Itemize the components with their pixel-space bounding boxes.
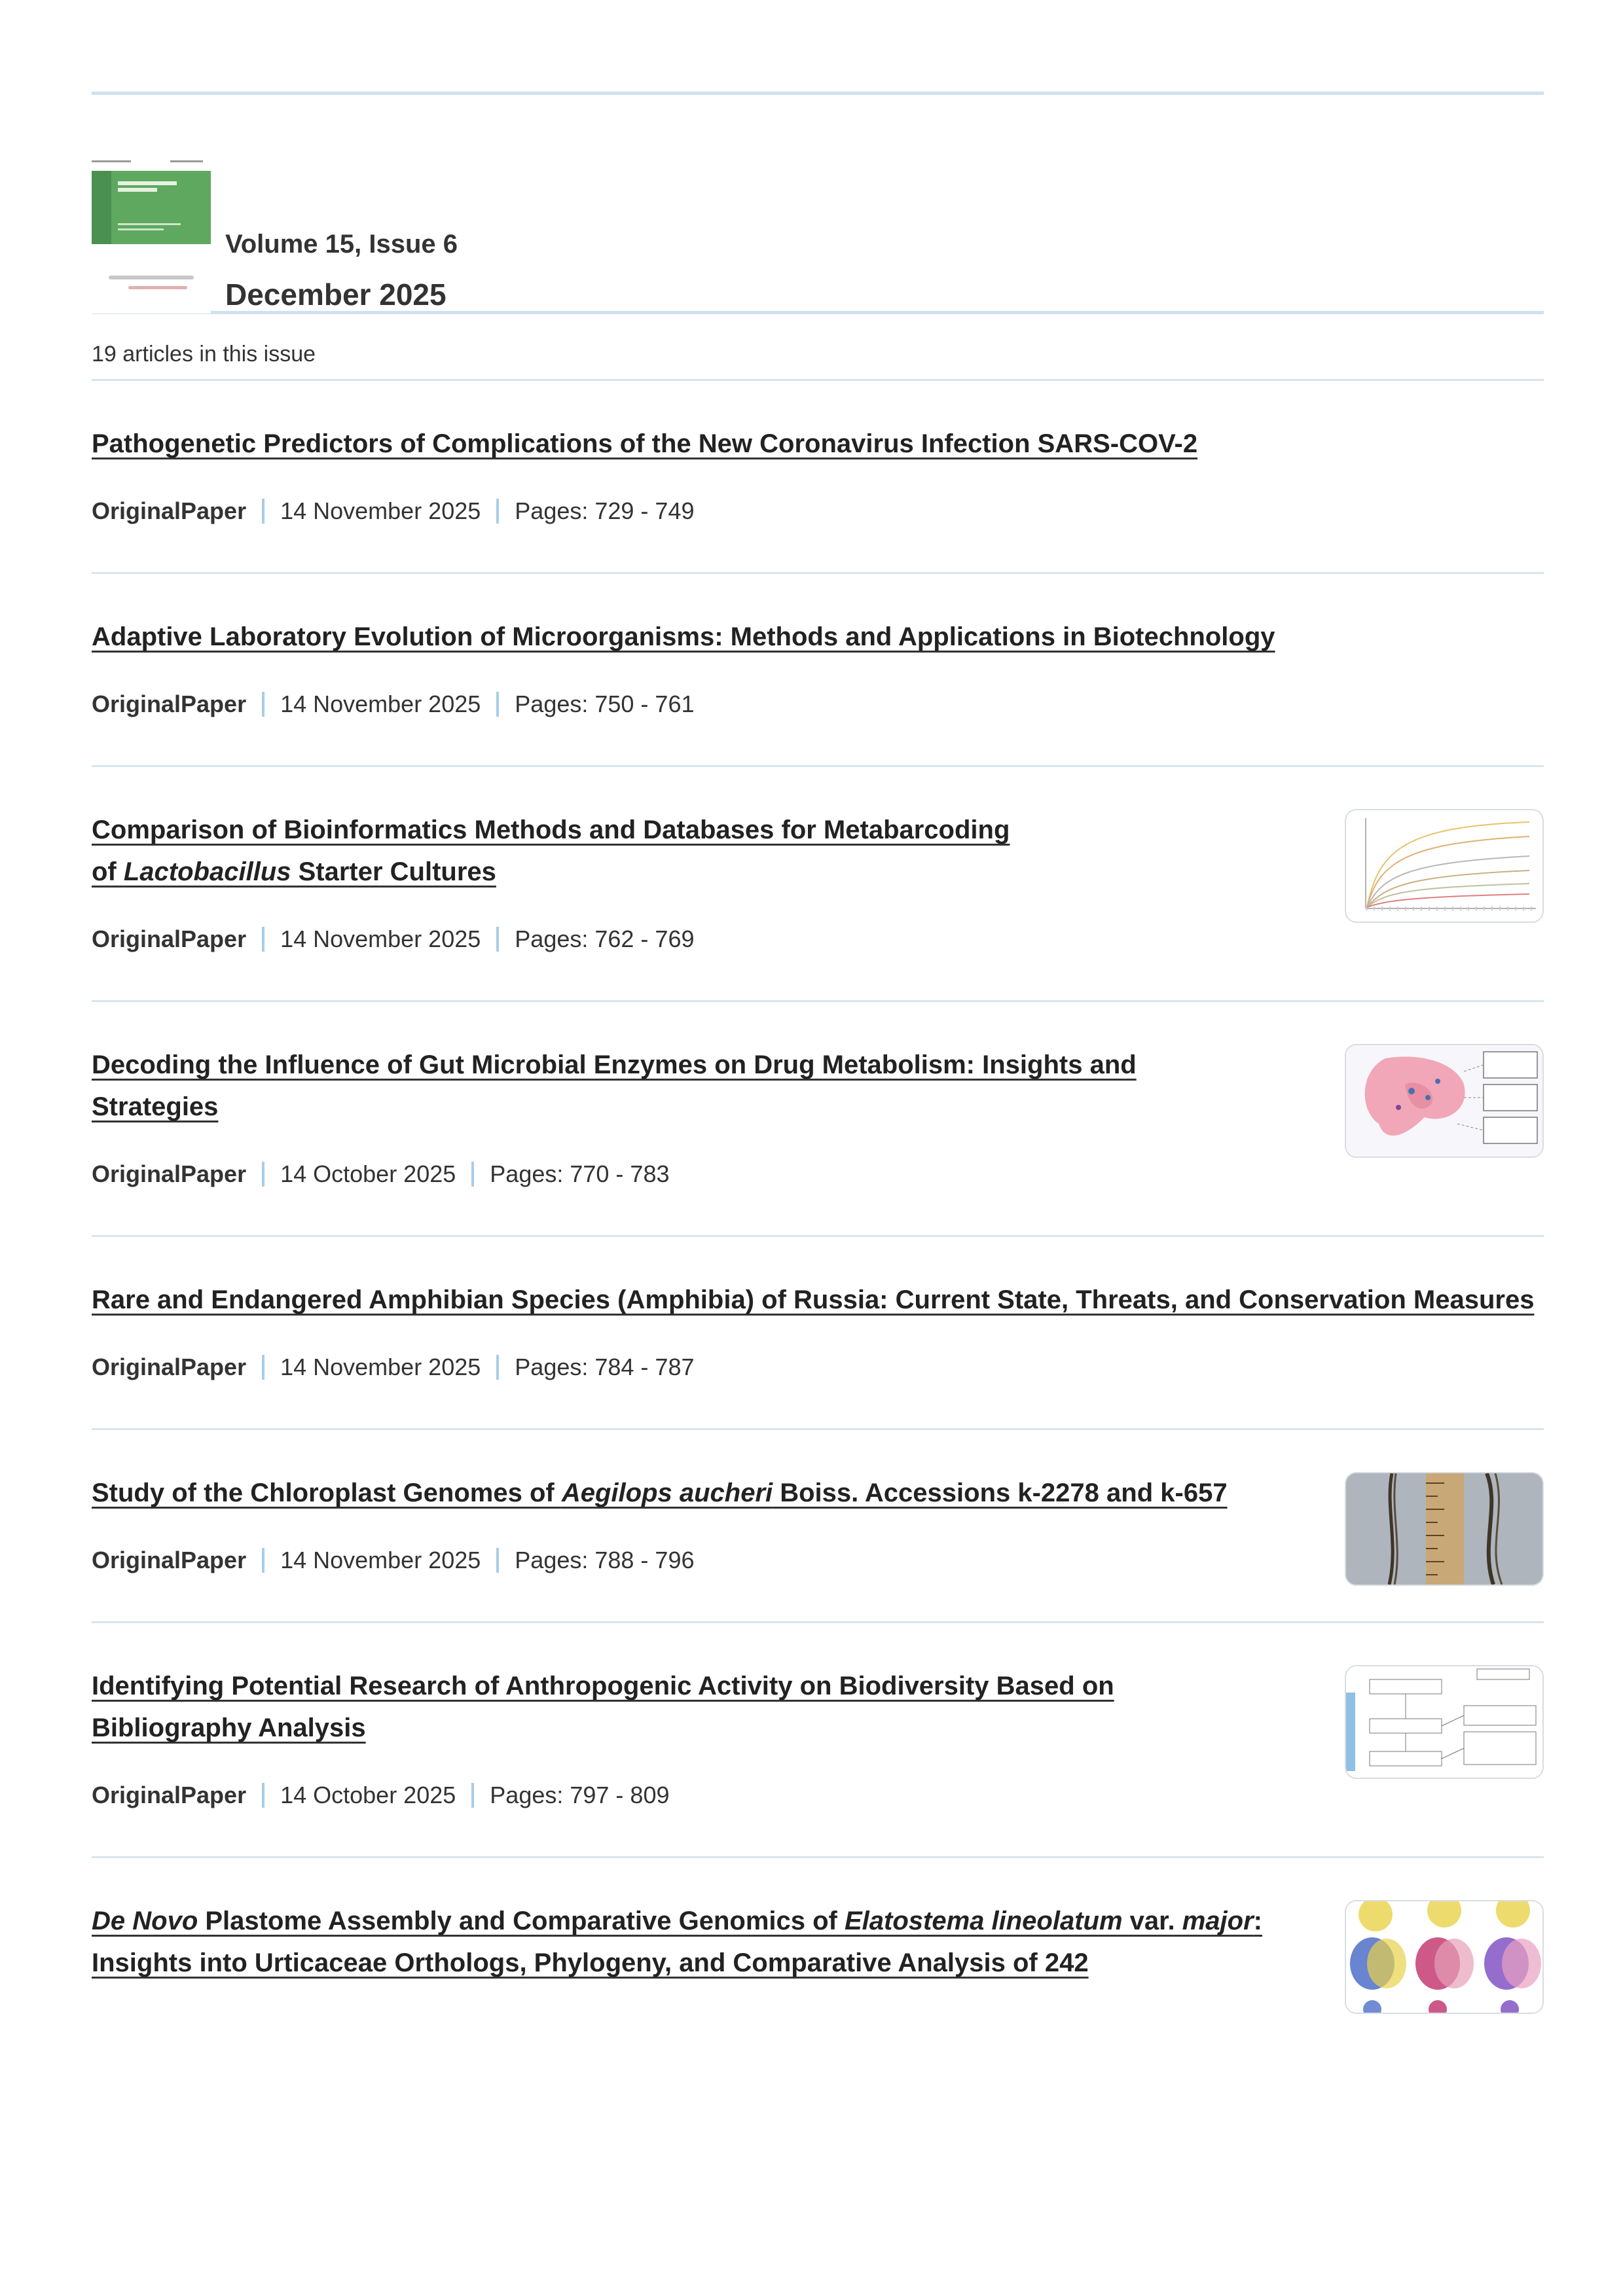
- meta-separator: [496, 927, 499, 952]
- meta-separator: [262, 1162, 264, 1187]
- article-item: [92, 1235, 1544, 1428]
- meta-separator: [496, 1355, 499, 1380]
- meta-separator: [262, 499, 264, 524]
- issue-volume: Volume 15, Issue 6: [225, 230, 458, 259]
- meta-separator: [496, 692, 499, 717]
- article-meta: [92, 1352, 1544, 1428]
- article-pages: Pages: 762 - 769: [515, 925, 695, 952]
- issue-header: [92, 95, 1544, 344]
- meta-separator: [496, 1548, 499, 1573]
- article-date: 14 October 2025: [280, 1782, 456, 1808]
- article-item: [92, 765, 1544, 1000]
- article-pages: Pages: 770 - 783: [490, 1160, 670, 1187]
- article-type: OriginalPaper: [92, 1782, 247, 1808]
- article-title-link[interactable]: Pathogenetic Predictors of Complications of the New Coronavirus Infection SARS-COV-2: [92, 429, 1198, 458]
- meta-separator: [262, 1355, 264, 1380]
- article-date: 14 November 2025: [280, 925, 481, 952]
- venn-diagram-thumbnail[interactable]: [1345, 1900, 1544, 2014]
- article-date: 14 November 2025: [280, 1547, 481, 1573]
- article-date: 14 October 2025: [280, 1160, 456, 1187]
- article-title-link[interactable]: Adaptive Laboratory Evolution of Microorganisms: Methods and Applications in Biotechnology: [92, 622, 1275, 651]
- article-item: [92, 1000, 1544, 1235]
- meta-separator: [262, 1548, 264, 1573]
- article-pages: Pages: 797 - 809: [490, 1782, 670, 1808]
- article-type: OriginalPaper: [92, 1160, 247, 1187]
- meta-separator: [262, 1783, 264, 1808]
- meta-separator: [262, 692, 264, 717]
- gut-diagram-thumbnail[interactable]: [1345, 1044, 1544, 1158]
- article-title-link[interactable]: Decoding the Influence of Gut Microbial Enzymes on Drug Metabolism: Insights and Strategies: [92, 1050, 1137, 1121]
- article-pages: Pages: 788 - 796: [515, 1547, 695, 1573]
- article-type: OriginalPaper: [92, 1354, 247, 1380]
- article-title-link[interactable]: Comparison of Bioinformatics Methods and Databases for Metabarcoding of Lactobacillus Starter Cultures: [92, 816, 1010, 886]
- article-item: [92, 379, 1544, 572]
- line-chart-thumbnail[interactable]: [1345, 809, 1544, 923]
- article-pages: Pages: 784 - 787: [515, 1354, 695, 1380]
- article-title-link[interactable]: Study of the Chloroplast Genomes of Aegilops aucheri Boiss. Accessions k-2278 and k-657: [92, 1479, 1228, 1507]
- issue-page: [92, 0, 1544, 1984]
- article-title-link[interactable]: De Novo Plastome Assembly and Comparative Genomics of Elatostema lineolatum var. major: Insights into Urticaceae Orthologs, Phylogeny, and Comparative Analysis of 242: [92, 1907, 1262, 1977]
- article-meta: [92, 1545, 1544, 1621]
- article-type: OriginalPaper: [92, 1547, 247, 1573]
- article-type: OriginalPaper: [92, 691, 247, 717]
- article-date: 14 November 2025: [280, 497, 481, 524]
- article-meta: [92, 689, 1544, 765]
- article-item: [92, 1428, 1544, 1621]
- ruler-photo-thumbnail[interactable]: [1345, 1472, 1544, 1586]
- article-title-link[interactable]: Identifying Potential Research of Anthropogenic Activity on Biodiversity Based on Bibliography Analysis: [92, 1672, 1114, 1742]
- meta-separator: [471, 1783, 474, 1808]
- article-meta: [92, 924, 1544, 1000]
- article-item: [92, 572, 1544, 765]
- article-count: 19 articles in this issue: [92, 342, 316, 367]
- article-pages: Pages: 729 - 749: [515, 497, 695, 524]
- meta-separator: [262, 927, 264, 952]
- article-item: [92, 1856, 1544, 1984]
- issue-date: December 2025: [225, 278, 447, 312]
- article-meta: [92, 1159, 1544, 1235]
- article-date: 14 November 2025: [280, 691, 481, 717]
- meta-separator: [471, 1162, 474, 1187]
- article-pages: Pages: 750 - 761: [515, 691, 695, 717]
- flowchart-thumbnail[interactable]: [1345, 1665, 1544, 1779]
- article-title-link[interactable]: Rare and Endangered Amphibian Species (Amphibia) of Russia: Current State, Threats, and Conservation Measures: [92, 1285, 1535, 1314]
- article-meta: [92, 1780, 1544, 1856]
- article-date: 14 November 2025: [280, 1354, 481, 1380]
- article-type: OriginalPaper: [92, 925, 247, 952]
- meta-separator: [496, 499, 499, 524]
- journal-cover-image[interactable]: [92, 158, 211, 314]
- article-item: [92, 1621, 1544, 1856]
- article-type: OriginalPaper: [92, 497, 247, 524]
- article-meta: [92, 496, 1544, 572]
